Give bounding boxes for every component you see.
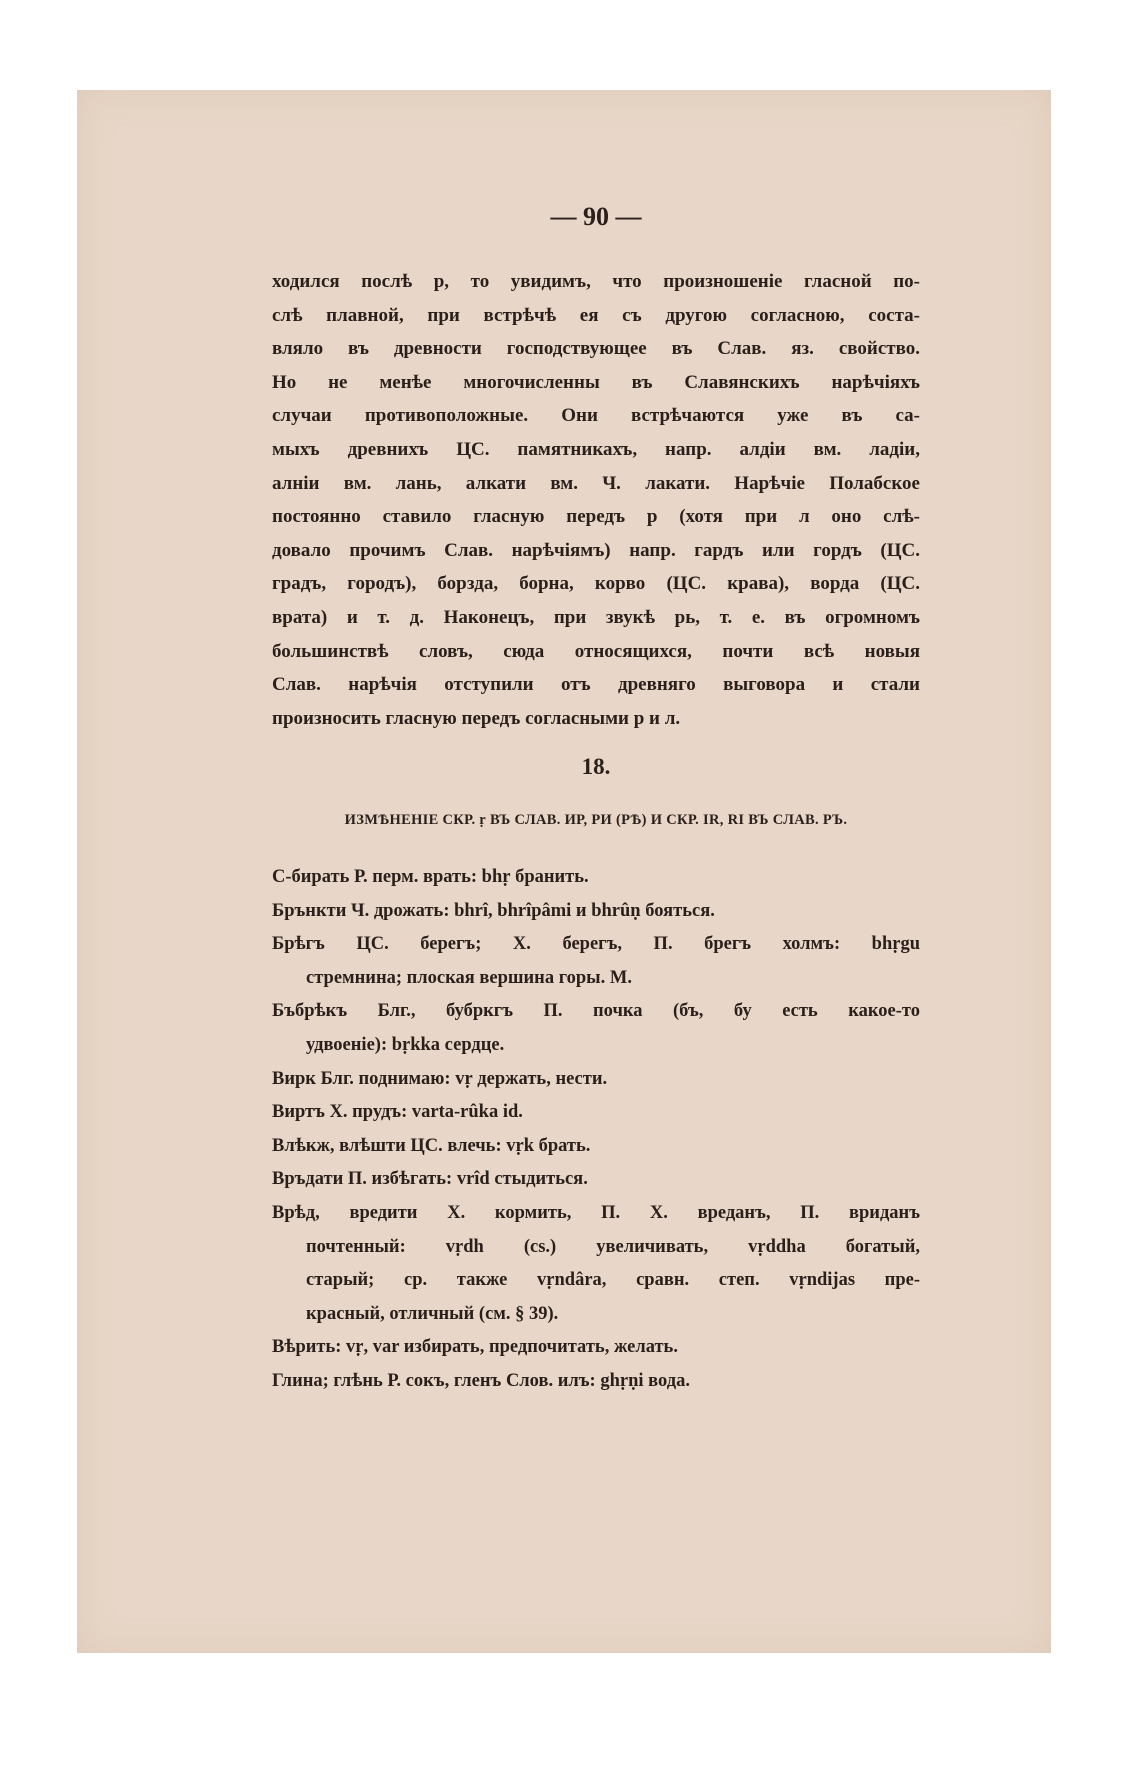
- entry-line: Бъбрѣкъ Блг., бубркгъ П. почка (бъ, бу есть какое-то: [272, 1001, 920, 1022]
- paragraph-line: градъ, городъ), борзда, борна, корво (ЦС. крава), ворда (ЦС.: [272, 573, 920, 595]
- body-paragraph: [272, 265, 920, 735]
- entry-line: Влѣкж, влѣшти ЦС. влечь: vṛk брать.: [272, 1135, 591, 1156]
- entry-line: С-бирать Р. перм. врать: bhṛ бранить.: [272, 867, 589, 887]
- section-heading: ИЗМѢНЕНІЕ СКР. ṛ ВЪ СЛАВ. ИР, РИ (РѢ) И СКР. ІR, RІ ВЪ СЛАВ. РЪ.: [344, 812, 848, 828]
- entry-line: Виртъ Х. прудъ: varta-rûka id.: [272, 1102, 523, 1123]
- paragraph-line: слѣ плавной, при встрѣчѣ ея съ другою согласною, соста-: [272, 304, 920, 326]
- entry-line: Вѣрить: vṛ, var избирать, предпочитать, желать.: [272, 1337, 678, 1358]
- dictionary-entry: [272, 1063, 920, 1097]
- paragraph-line: ходился послѣ р, то увидимъ, что произношеніе гласной по-: [272, 271, 920, 292]
- paragraph-line: вляло въ древности господствующее въ Слав. яз. свойство.: [272, 338, 920, 360]
- paragraph-line: довало прочимъ Слав. нарѣчіямъ) напр. гардъ или гордъ (ЦС.: [272, 539, 920, 561]
- entry-line: красный, отличный (см. § 39).: [306, 1303, 559, 1324]
- entry-line: удвоеніе): bṛkka сердце.: [306, 1034, 505, 1055]
- dictionary-entry: [272, 1331, 920, 1365]
- entry-line: старый; ср. также vṛndâra, сравн. степ. vṛndijas пре-: [306, 1270, 920, 1291]
- dictionary-entry: [272, 1096, 920, 1130]
- dictionary-entry: [272, 1163, 920, 1197]
- paragraph-line: случаи противоположные. Они встрѣчаются уже въ са-: [272, 405, 920, 427]
- dictionary-entry: [272, 1130, 920, 1164]
- dictionary-entry: [272, 1197, 920, 1331]
- dictionary-entry: [272, 861, 920, 895]
- entry-line: Връдати П. избѣгать: vrîd стыдиться.: [272, 1169, 588, 1190]
- paragraph-line: постоянно ставило гласную передъ р (хотя при л оно слѣ-: [272, 506, 920, 528]
- paragraph-line: Слав. нарѣчія отступили отъ древняго выговора и стали: [272, 674, 920, 696]
- paragraph-line: большинствѣ словъ, сюда относящихся, почти всѣ новыя: [272, 640, 920, 662]
- page-number: — 90 —: [550, 202, 642, 231]
- dictionary-entry: [272, 895, 920, 929]
- entry-line: Врѣд, вредити Х. кормить, П. Х. вреданъ, П. вриданъ: [272, 1202, 920, 1223]
- dictionary-entry: [272, 928, 920, 995]
- scanned-page: [77, 90, 1051, 1653]
- entry-line: Брѣгъ ЦС. берегъ; Х. берегъ, П. брегъ холмъ: bhṛgu: [272, 934, 920, 955]
- paragraph-line: произносить гласную передъ согласными р и л.: [272, 707, 681, 729]
- paragraph-line: мыхъ древнихъ ЦС. памятникахъ, напр. алдіи вм. ладіи,: [272, 438, 920, 460]
- dictionary-entry: [272, 1365, 920, 1399]
- paragraph-line: алніи вм. лань, алкати вм. Ч. лакати. Нарѣчіе Полабское: [272, 472, 920, 494]
- entry-line: стремнина; плоская вершина горы. М.: [306, 967, 632, 988]
- entry-line: Брънкти Ч. дрожать: bhrî, bhrîpâmi и bhrûṇ бояться.: [272, 900, 715, 921]
- entry-line: Глина; глѣнь Р. сокъ, гленъ Слов. илъ: ghṛṇi вода.: [272, 1370, 690, 1391]
- paragraph-line: Но не менѣе многочисленны въ Славянскихъ нарѣчіяхъ: [272, 371, 920, 393]
- dictionary-entry: [272, 995, 920, 1062]
- paragraph-line: врата) и т. д. Наконецъ, при звукѣ рь, т. е. въ огромномъ: [272, 606, 920, 628]
- entry-line: Вирк Блг. поднимаю: vṛ держать, нести.: [272, 1068, 608, 1089]
- entry-line: почтенный: vṛdh (cs.) увеличивать, vṛddha богатый,: [306, 1236, 920, 1257]
- section-number: 18.: [581, 754, 611, 779]
- dictionary-entries: [272, 861, 920, 1399]
